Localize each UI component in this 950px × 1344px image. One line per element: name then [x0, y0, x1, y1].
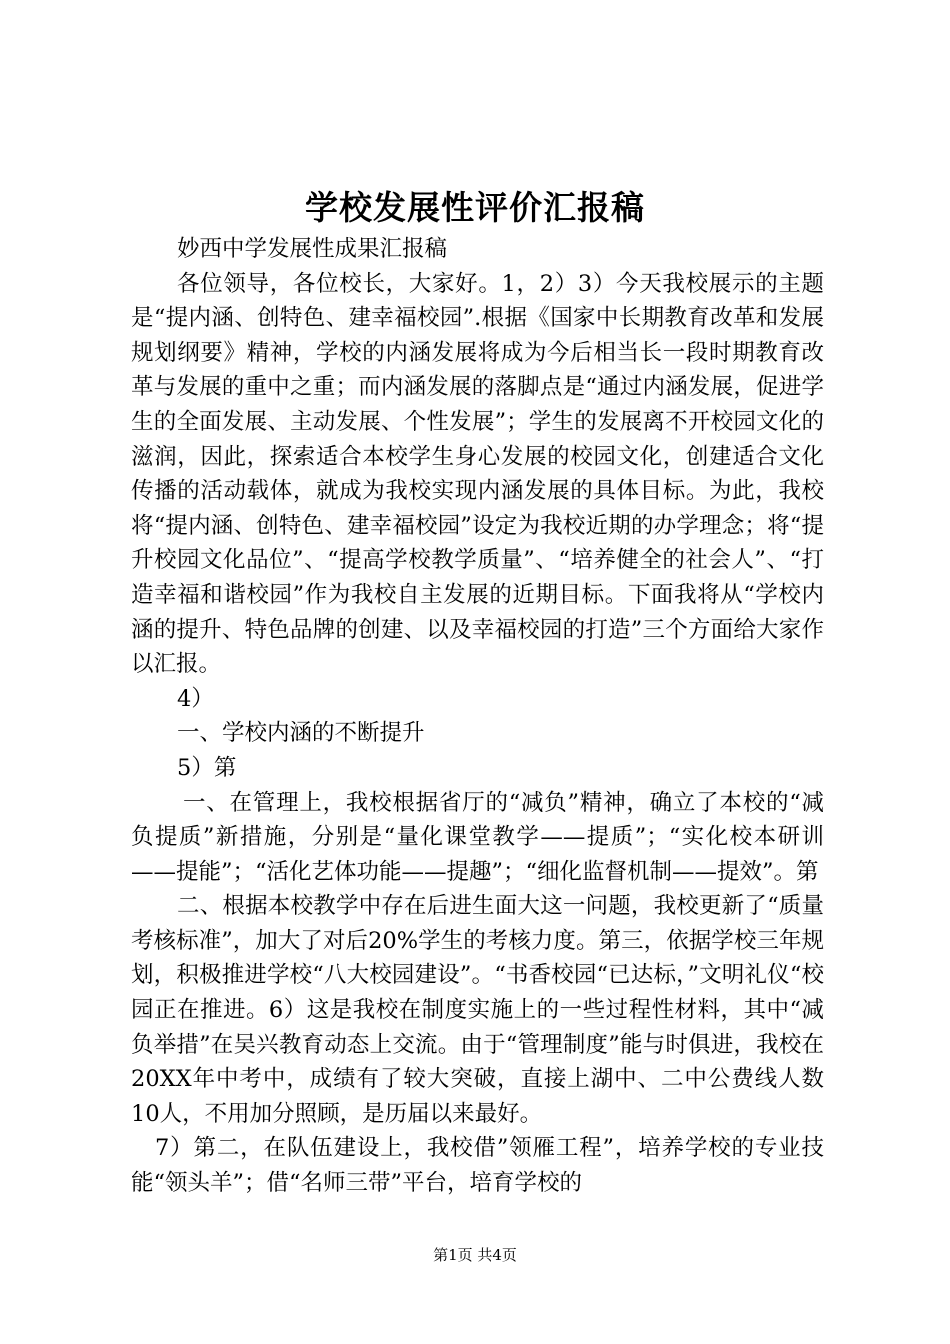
paragraph-marker-5: 5）第	[177, 754, 237, 781]
section-heading-1: 一、学校内涵的不断提升	[177, 720, 425, 747]
document-title: 学校发展性评价汇报稿	[305, 188, 645, 227]
paragraph-marker-4: 4）	[177, 685, 214, 712]
paragraph-subtitle: 妙西中学发展性成果汇报稿	[177, 236, 448, 262]
paragraph-quality: 二、根据本校教学中存在后进生面大这一问题，我校更新了“质量考核标准”，加大了对后20%学生的考核力度。第三，依据学校三年规划，积极推进学校“八大校园建设”。“书香校园“已达标，”文明礼仪“校园正在推进。6）这是我校在制度实施上的一些过程性材料，其中“减负举措”在吴兴教育动态上交流。由于“管理制度”能与时俱进，我校在20XX年中考中，成绩有了较大突破，直接上湖中、二中公费线人数10人，不用加分照顾，是历届以来最好。	[131, 893, 824, 1127]
paragraph-team: 7）第二，在队伍建设上，我校借”领雁工程”，培养学校的专业技能“领头羊”；借“名师三带”平台，培育学校的	[131, 1135, 824, 1197]
paragraph-management: 一、在管理上，我校根据省厅的“减负”精神，确立了本校的“减负提质”新措施，分别是“量化课堂教学——提质”；“实化校本研训——提能”；“活化艺体功能——提趣”；“细化监督机制——提效”。第	[131, 789, 824, 885]
paragraph-intro: 各位领导，各位校长，大家好。1，2）3）今天我校展示的主题是“提内涵、创特色、建幸福校园”.根据《国家中长期教育改革和发展规划纲要》精神，学校的内涵发展将成为今后相当长一段时期教育改革与发展的重中之重；而内涵发展的落脚点是“通过内涵发展，促进学生的全面发展、主动发展、个性发展”；学生的发展离不开校园文化的滋润，因此，探索适合本校学生身心发展的校园文化，创建适合文化传播的活动载体，就成为我校实现内涵发展的具体目标。为此，我校将“提内涵、创特色、建幸福校园”设定为我校近期的办学理念；将“提升校园文化品位”、“提高学校教学质量”、“培养健全的社会人”、“打造幸福和谐校园”作为我校自主发展的近期目标。下面我将从“学校内涵的提升、特色品牌的创建、以及幸福校园的打造”三个方面给大家作以汇报。	[131, 270, 824, 678]
page-footer: 第1页 共4页	[433, 1246, 517, 1264]
document-body	[131, 232, 824, 1201]
